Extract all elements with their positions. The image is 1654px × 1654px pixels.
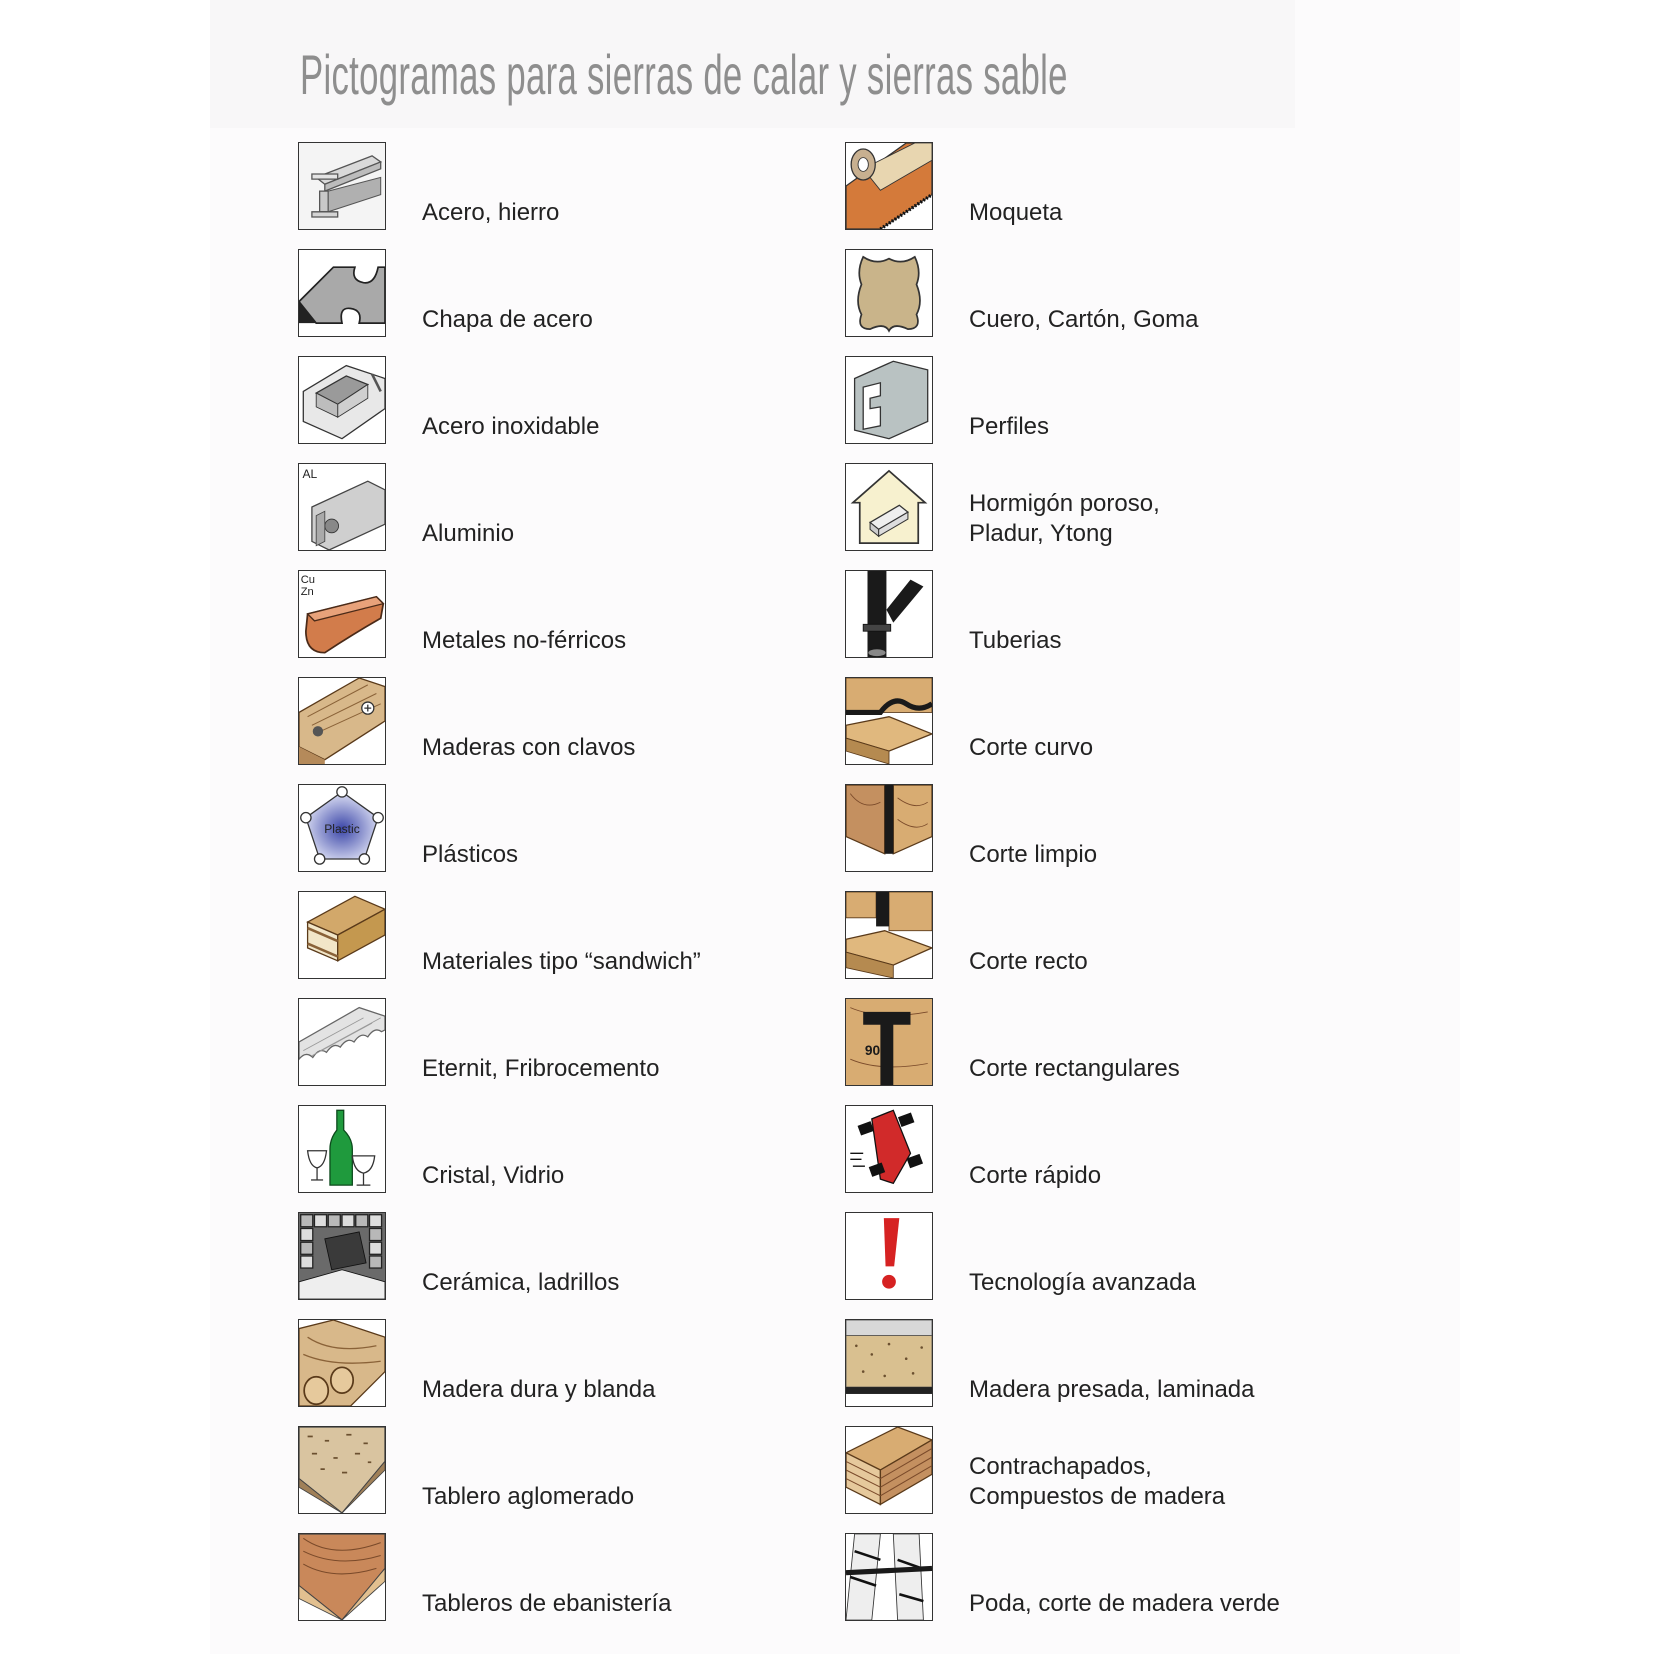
exclamation-icon: [845, 1212, 933, 1300]
curved-cut-icon: [845, 677, 933, 765]
right-column: [845, 142, 1405, 1640]
right-angle-cut-icon: [845, 998, 933, 1086]
pictogram-row: [298, 677, 858, 765]
pictogram-row: [845, 677, 1405, 765]
pictogram-label: Aluminio: [422, 520, 515, 547]
pictogram-row: [845, 463, 1405, 551]
pictogram-label: Tablero aglomerado: [422, 1483, 635, 1510]
pictogram-label: Eternit, Fribrocemento: [422, 1055, 660, 1082]
pictogram-row: [298, 891, 858, 979]
pictogram-row: [845, 249, 1405, 337]
pipes-icon: [845, 570, 933, 658]
pictogram-row: [845, 1533, 1405, 1621]
pictogram-label: Materiales tipo “sandwich”: [422, 948, 701, 975]
page-title: Pictogramas para sierras de calar y sierras sable: [300, 43, 1068, 106]
icon-text: 90: [864, 1042, 881, 1058]
stainless-sink-icon: [298, 356, 386, 444]
pictogram-label: Tuberias: [969, 627, 1062, 654]
pictogram-label: Cuero, Cartón, Goma: [969, 306, 1199, 333]
pictogram-label: Metales no-férricos: [422, 627, 627, 654]
pictogram-row: [298, 1533, 858, 1621]
pictogram-row: [845, 1212, 1405, 1300]
profile-section-icon: [845, 356, 933, 444]
pictogram-row: [845, 356, 1405, 444]
carpet-roll-icon: [845, 142, 933, 230]
ceramic-tiles-icon: [298, 1212, 386, 1300]
pictogram-row: [298, 1212, 858, 1300]
pictogram-label: Tableros de ebanistería: [422, 1590, 672, 1617]
steel-sheet-icon: [298, 249, 386, 337]
pictogram-row: [298, 249, 858, 337]
plastic-molecule-icon: [298, 784, 386, 872]
leather-hide-icon: [845, 249, 933, 337]
bottle-glasses-icon: [298, 1105, 386, 1193]
chipboard-icon: [298, 1426, 386, 1514]
pictogram-row: [298, 998, 858, 1086]
pictogram-row: [845, 570, 1405, 658]
laminated-board-icon: [845, 1319, 933, 1407]
pictogram-label: Hormigón poroso, Pladur, Ytong: [969, 490, 1160, 547]
pictogram-label: Chapa de acero: [422, 306, 593, 333]
pictogram-row: [845, 142, 1405, 230]
pictogram-row: [845, 998, 1405, 1086]
pictogram-label: Perfiles: [969, 413, 1050, 440]
pictogram-label: Tecnología avanzada: [969, 1269, 1196, 1296]
plywood-icon: [845, 1426, 933, 1514]
blockboard-icon: [298, 1533, 386, 1621]
pictogram-label: Plásticos: [422, 841, 519, 868]
pictogram-label: Corte curvo: [969, 734, 1094, 761]
icon-text: Cu: [300, 574, 316, 587]
pictogram-row: [845, 784, 1405, 872]
aluminium-profile-icon: [298, 463, 386, 551]
pictogram-row: [298, 356, 858, 444]
clean-cut-icon: [845, 784, 933, 872]
pictogram-row: [298, 1319, 858, 1407]
pictogram-label: Madera dura y blanda: [422, 1376, 656, 1403]
pictogram-label: Contrachapados, Compuestos de madera: [969, 1453, 1226, 1510]
pictogram-row: [845, 1426, 1405, 1514]
pictogram-label: Cristal, Vidrio: [422, 1162, 565, 1189]
pictogram-label: Corte rectangulares: [969, 1055, 1180, 1082]
wood-logs-icon: [298, 1319, 386, 1407]
pictogram-label: Maderas con clavos: [422, 734, 636, 761]
pictogram-label: Acero inoxidable: [422, 413, 600, 440]
pictogram-row: [298, 1426, 858, 1514]
sandwich-panel-icon: [298, 891, 386, 979]
pictogram-row: [298, 142, 858, 230]
pictogram-label: Madera presada, laminada: [969, 1376, 1255, 1403]
left-column: [298, 142, 858, 1640]
icon-text: AL: [302, 466, 318, 481]
pictogram-row: [298, 784, 858, 872]
pictogram-row: [298, 1105, 858, 1193]
svg-text:Zn: Zn: [300, 586, 314, 599]
pictogram-row: [298, 570, 858, 658]
pictogram-row: [845, 1105, 1405, 1193]
corrugated-sheet-icon: [298, 998, 386, 1086]
straight-cut-icon: [845, 891, 933, 979]
pictogram-label: Moqueta: [969, 199, 1063, 226]
pictogram-label: Corte limpio: [969, 841, 1098, 868]
pictogram-label: Corte rápido: [969, 1162, 1102, 1189]
copper-gutter-icon: [298, 570, 386, 658]
pictogram-label: Poda, corte de madera verde: [969, 1590, 1280, 1617]
pictogram-row: [845, 891, 1405, 979]
race-car-icon: [845, 1105, 933, 1193]
steel-beam-icon: [298, 142, 386, 230]
pictogram-label: Corte recto: [969, 948, 1088, 975]
pictogram-row: [298, 463, 858, 551]
pictogram-label: Acero, hierro: [422, 199, 560, 226]
pictogram-label: Cerámica, ladrillos: [422, 1269, 620, 1296]
wood-with-nails-icon: [298, 677, 386, 765]
pictogram-row: [845, 1319, 1405, 1407]
house-block-icon: [845, 463, 933, 551]
icon-text: Plastic: [324, 822, 360, 837]
green-wood-pruning-icon: [845, 1533, 933, 1621]
